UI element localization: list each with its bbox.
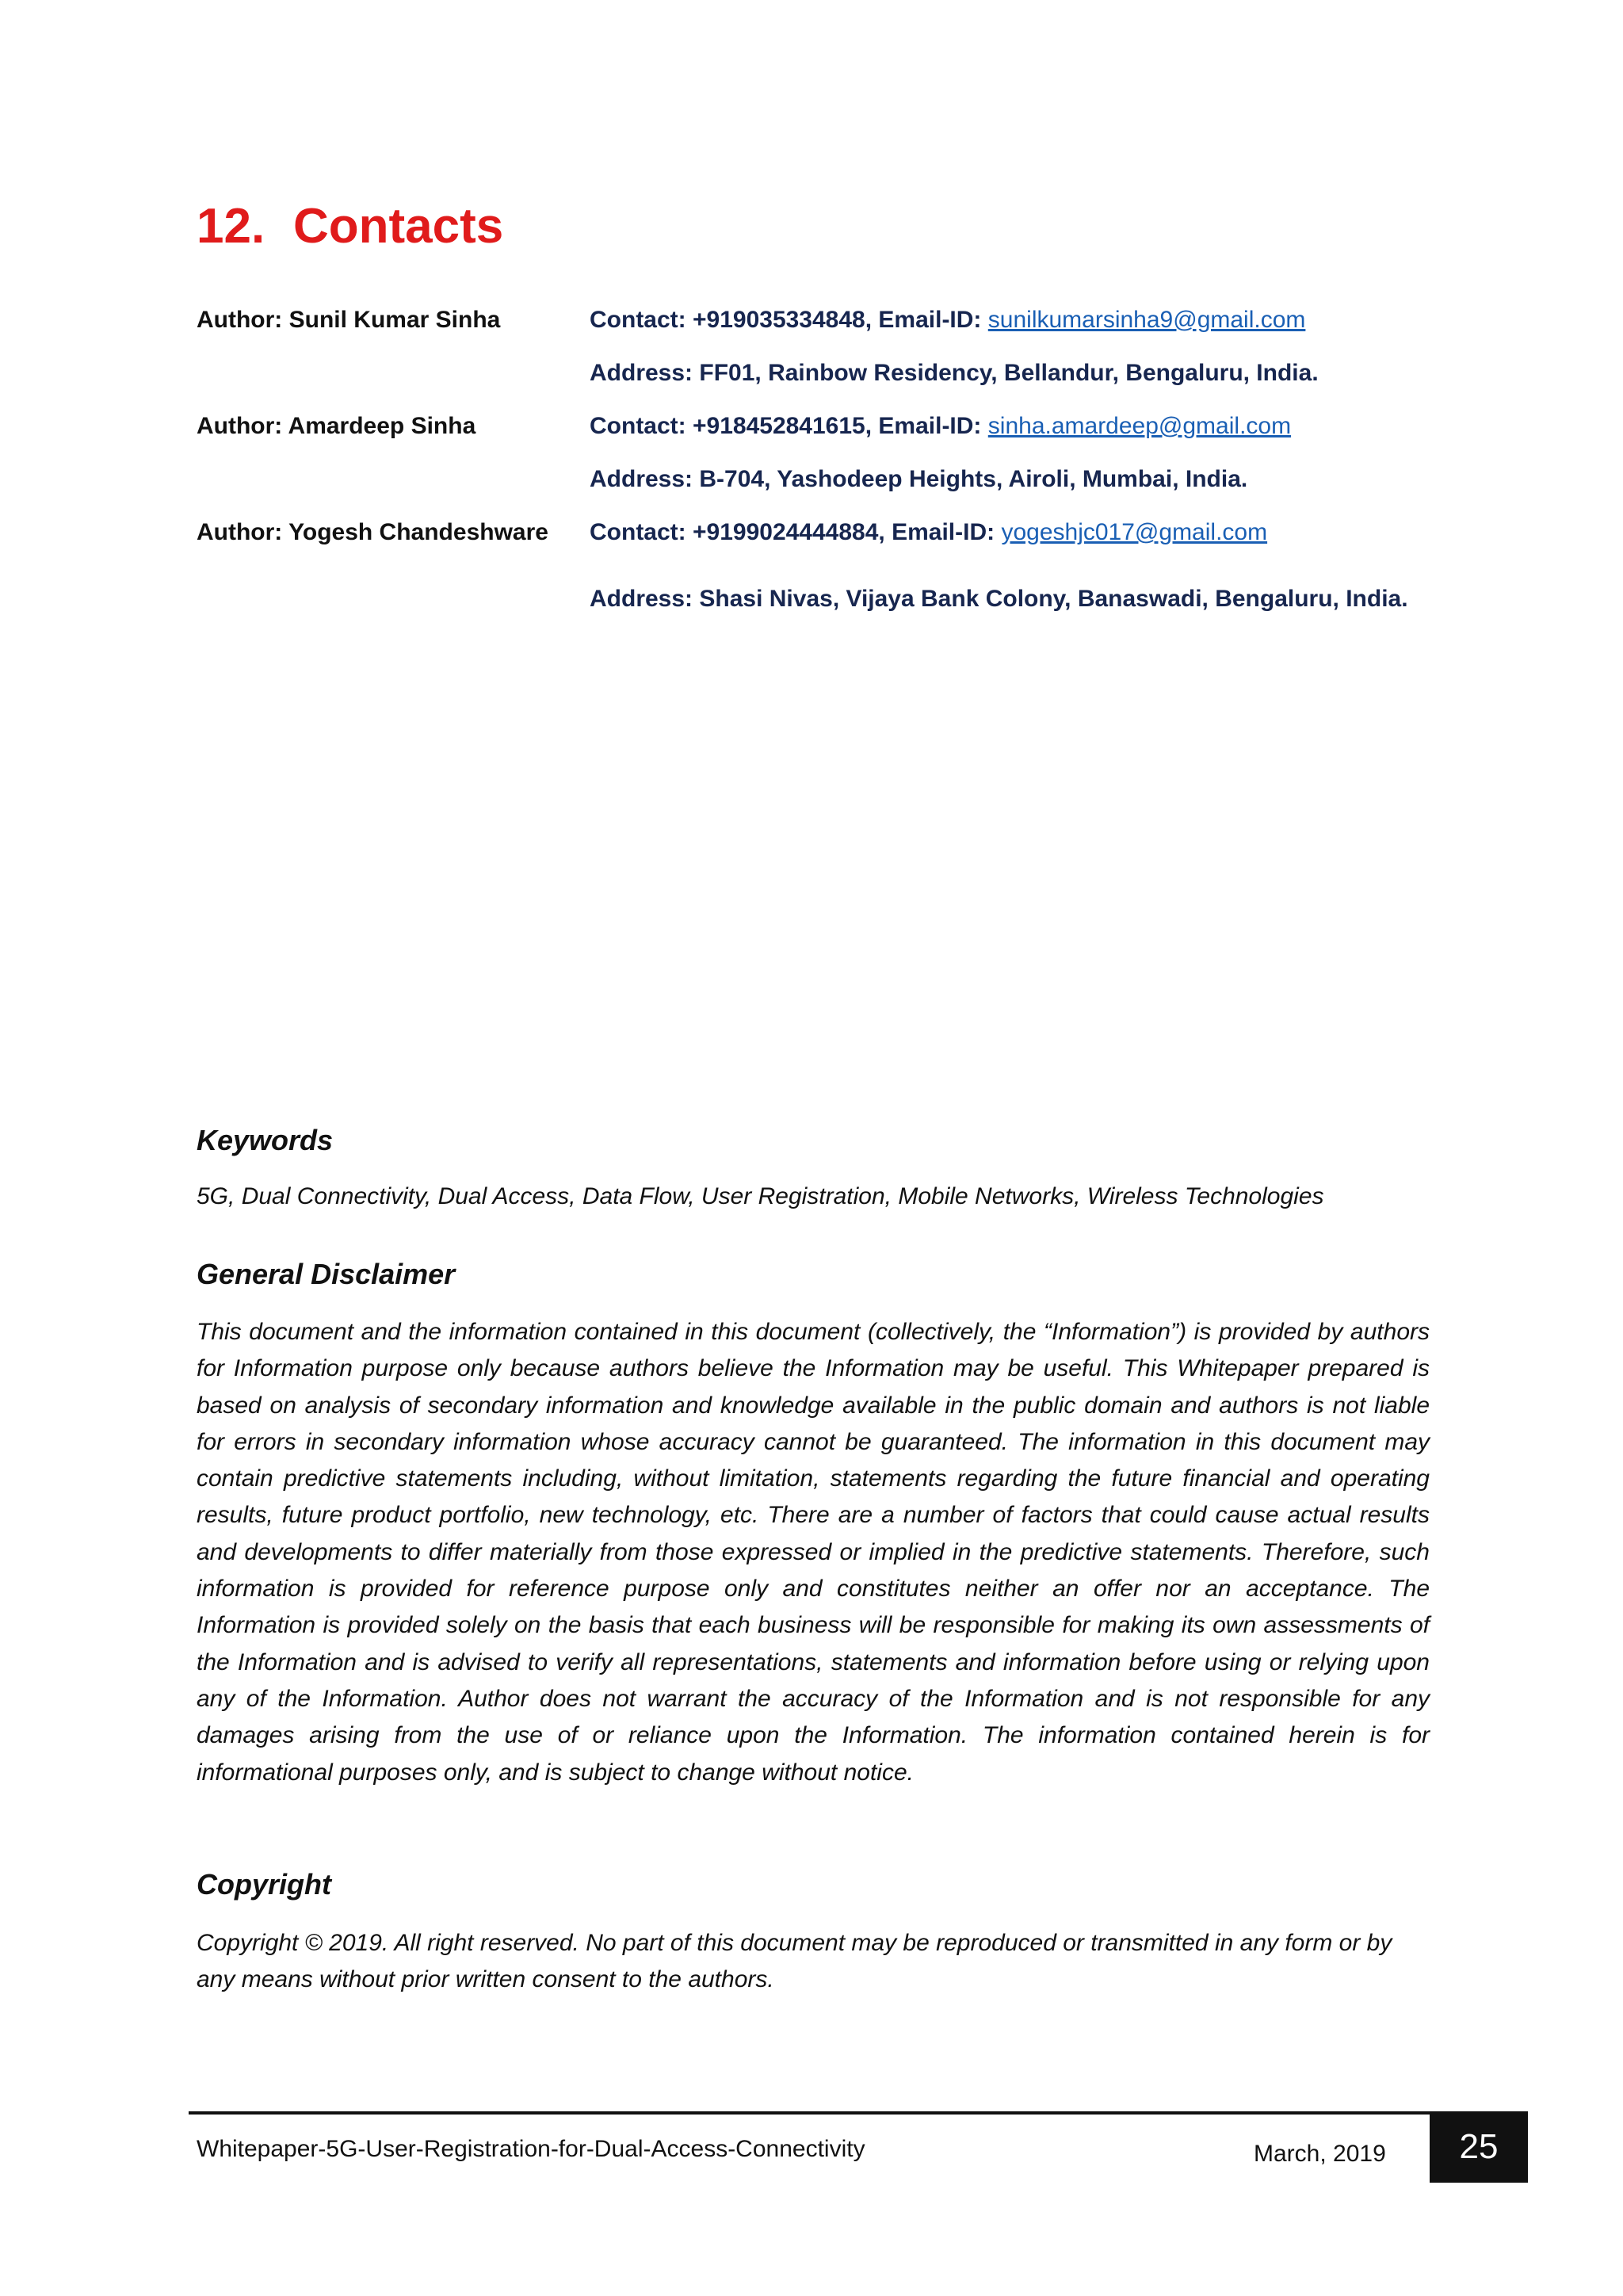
email-label: Email-ID: [878,307,982,333]
address-label: Address: [590,466,693,492]
address-line-3 [590,583,1408,615]
contact-line-2: Contact: +918452841615, Email-ID: sinha.amardeep@gmail.com [590,413,1292,439]
email-link[interactable]: sunilkumarsinha9@gmail.com [987,307,1306,333]
section-title-text: Contacts [293,199,504,254]
copyright-heading: Copyright [197,1868,331,1901]
address-text: FF01, Rainbow Residency, Bellandur, Bengaluru, India. [699,360,1319,386]
contact-label: Contact: [590,519,686,545]
keywords-text: 5G, Dual Connectivity, Dual Access, Data Flow, User Registration, Mobile Networks, Wireless Technologies [197,1183,1324,1209]
section-title [197,197,503,257]
address-text: Shasi Nivas, Vijaya Bank Colony, Banaswadi, Bengaluru, India. [699,586,1408,612]
disclaimer-text: This document and the information contained in this document (collectively, the “Information”) is provided by authors for Information purpose only because authors believe the Information may be useful. This Whitepaper prepared is based on analysis of secondary information and knowledge available in the public domain and authors is not liable for errors in secondary information whose accuracy cannot be guaranteed. The information in this document may contain predictive statements including, without limitation, statements regarding the future financial and operating results, future product portfolio, new technology, etc. There are a number of factors that could cause actual results and developments to differ materially from those expressed or implied in the predictive statements. Therefore, such information is provided for reference purpose only and constitutes neither an offer nor an acceptance. The Information is provided solely on the basis that each business will be responsible for making its own assessments of the Information and is advised to verify all representations, statements and information before using or relying upon any of the Information. Author does not warrant the accuracy of the Information and is not responsible for any damages arising from the use of or reliance upon the Information. The information contained herein is for informational purposes only, and is subject to change without notice. [197,1319,1430,1786]
author-label: Author: [197,519,283,545]
contact-line-3: Contact: +9199024444884, Email-ID: yogeshjc017@gmail.com [590,519,1268,545]
address-line-2 [590,464,1247,495]
email-label: Email-ID: [878,413,982,439]
author-label: Author: [197,413,283,439]
disclaimer-heading: General Disclaimer [197,1258,456,1290]
email-label: Email-ID: [892,519,995,545]
page-number: 25 [1430,2111,1528,2183]
copyright-text: Copyright © 2019. All right reserved. No part of this document may be reproduced or transmitted in any form or by any means without prior written consent to the authors. [197,1930,1392,1993]
footer-divider [189,2111,1430,2115]
author-label: Author: [197,307,283,333]
author-name: Yogesh Chandeshware [288,519,548,545]
address-text: B-704, Yashodeep Heights, Airoli, Mumbai, India. [699,466,1248,492]
footer-date: March, 2019 [1254,2141,1386,2167]
email-link[interactable]: sinha.amardeep@gmail.com [987,413,1292,439]
author-2 [197,411,475,442]
contact-label: Contact: [590,307,686,333]
keywords-heading: Keywords [197,1124,334,1156]
contact-label: Contact: [590,413,686,439]
footer-document-title: Whitepaper-5G-User-Registration-for-Dual-Access-Connectivity [197,2136,865,2162]
section-number: 12. [197,199,265,254]
phone-number: +9199024444884 [693,519,879,545]
phone-number: +919035334848 [693,307,865,333]
address-line-1 [590,357,1319,389]
author-name: Amardeep Sinha [288,413,476,439]
author-1 [197,304,500,336]
author-name: Sunil Kumar Sinha [288,307,501,333]
address-label: Address: [590,586,693,612]
contact-line-1: Contact: +919035334848, Email-ID: sunilkumarsinha9@gmail.com [590,307,1306,333]
email-link[interactable]: yogeshjc017@gmail.com [1001,519,1268,545]
address-label: Address: [590,360,693,386]
author-3 [197,517,548,548]
phone-number: +918452841615 [693,413,865,439]
